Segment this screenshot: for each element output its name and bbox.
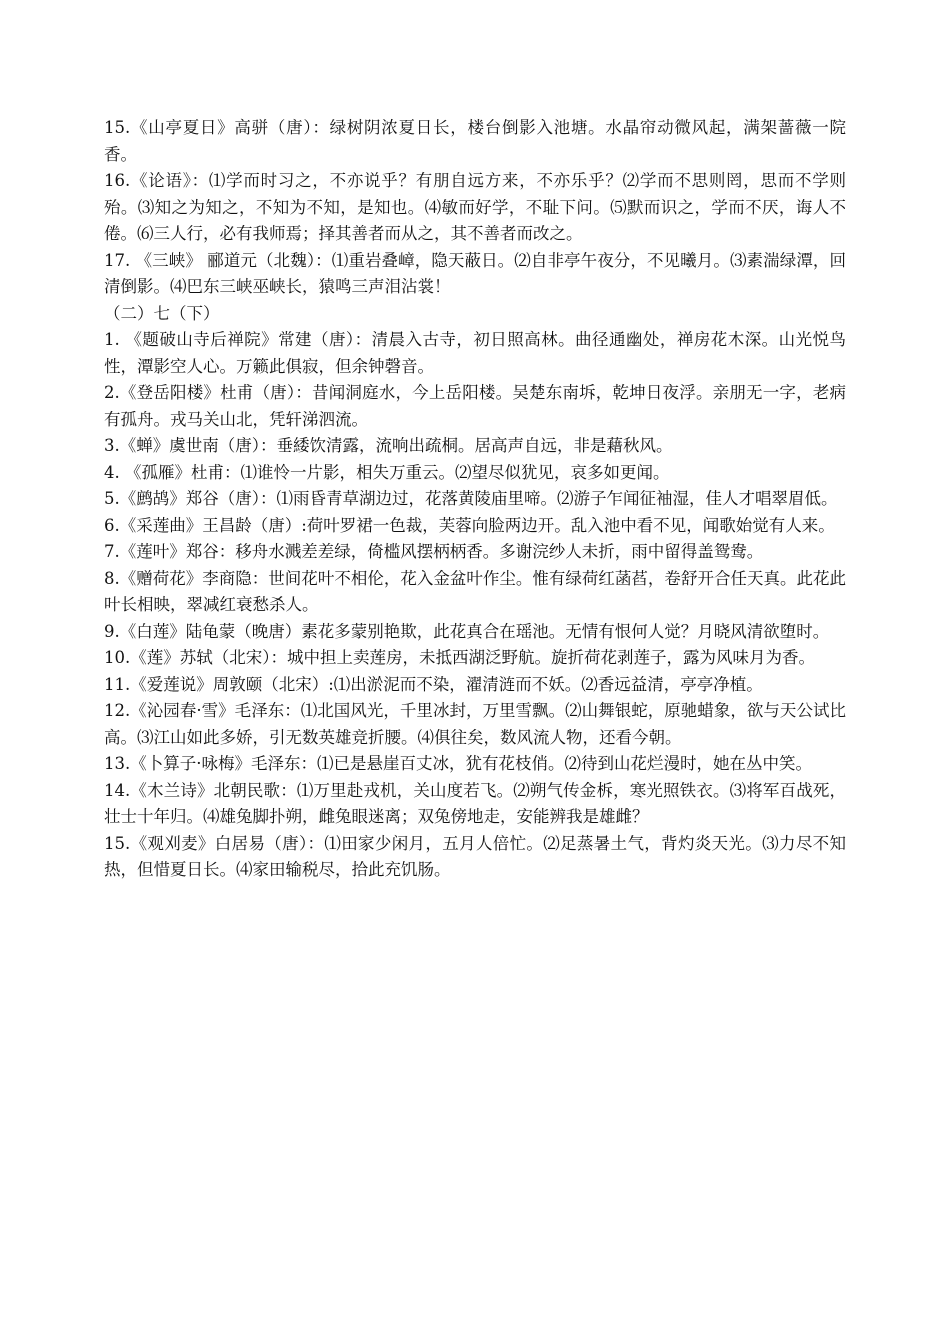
- poem-entry: 2.《登岳阳楼》杜甫（唐）：昔闻洞庭水，今上岳阳楼。吴楚东南坼，乾坤日夜浮。亲朋无一字，老病有孤舟。戎马关山北，凭轩涕泗流。: [104, 383, 846, 429]
- poem-entry: 9.《白莲》陆龟蒙（晚唐）素花多蒙别艳欺，此花真合在瑶池。无情有恨何人觉？月晓风清欲堕时。: [104, 621, 830, 641]
- poem-entry: 6.《采莲曲》王昌龄（唐）:荷叶罗裙一色裁，芙蓉向脸两边开。乱入池中看不见，闻歌始觉有人来。: [104, 515, 835, 535]
- poem-entry: 11.《爱莲说》周敦颐（北宋）:⑴出淤泥而不染，濯清涟而不妖。⑵香远益清，亭亭净植。: [104, 674, 763, 694]
- poem-entry: 13.《卜算子·咏梅》毛泽东：⑴已是悬崖百丈冰，犹有花枝俏。⑵待到山花烂漫时，她在丛中笑。: [104, 754, 812, 773]
- poem-entry: 3.《蝉》虞世南（唐）：垂緌饮清露，流响出疏桐。居高声自远，非是藉秋风。: [104, 436, 673, 455]
- poem-entry: 15.《观刈麦》白居易（唐）：⑴田家少闲月，五月人倍忙。⑵足蒸暑土气，背灼炎天光。⑶力尽不知热，但惜夏日长。⑷家田输税尽，拾此充饥肠。: [104, 833, 846, 879]
- poem-entry: 12.《沁园春·雪》毛泽东：⑴北国风光，千里冰封，万里雪飘。⑵山舞银蛇，原驰蜡象，欲与天公试比高。⑶江山如此多娇，引无数英雄竞折腰。⑷俱往矣，数风流人物，还看今朝。: [104, 701, 846, 747]
- poem-entry: 1. 《题破山寺后禅院》常建（唐）：清晨入古寺，初日照高林。曲径通幽处，禅房花木深。山光悦鸟性，潭影空人心。万籁此俱寂，但余钟磬音。: [104, 330, 846, 376]
- poem-entry: 17. 《三峡》 郦道元（北魏）：⑴重岩叠嶂，隐天蔽日。⑵自非亭午夜分，不见曦月。⑶素湍绿潭，回清倒影。⑷巴东三峡巫峡长，猿鸣三声泪沾裳！: [104, 250, 846, 296]
- document-page: [104, 115, 846, 884]
- poem-entry: 14.《木兰诗》北朝民歌：⑴万里赴戎机，关山度若飞。⑵朔气传金柝，寒光照铁衣。⑶将军百战死，壮士十年归。⑷雄兔脚扑朔，雌兔眼迷离；双兔傍地走，安能辨我是雄雌？: [104, 780, 846, 826]
- poem-entry: 16.《论语》：⑴学而时习之，不亦说乎？有朋自远方来，不亦乐乎？⑵学而不思则罔，思而不学则殆。⑶知之为知之，不知为不知，是知也。⑷敏而好学，不耻下问。⑸默而识之，学而不厌，诲人不倦。⑹三人行，必有我师焉；择其善者而从之，其不善者而改之。: [104, 171, 846, 243]
- poem-entry: 10.《莲》苏轼（北宋）：城中担上卖莲房，未抵西湖泛野航。旋折荷花剥莲子，露为风味月为香。: [104, 648, 815, 667]
- poem-entry: 4. 《孤雁》杜甫：⑴谁怜一片影，相失万重云。⑵望尽似犹见，哀多如更闻。: [104, 462, 670, 482]
- poem-entry: 5.《鹧鸪》郑谷（唐）：⑴雨昏青草湖边过，花落黄陵庙里啼。⑵游子乍闻征袖湿，佳人才唱翠眉低。: [104, 489, 838, 508]
- poem-entry: 8.《赠荷花》李商隐：世间花叶不相伦，花入金盆叶作尘。惟有绿荷红菡萏，卷舒开合任天真。此花此叶长相映，翠减红衰愁杀人。: [104, 568, 846, 614]
- poem-entry: 15.《山亭夏日》高骈（唐）：绿树阴浓夏日长，楼台倒影入池塘。水晶帘动微风起，满架蔷薇一院香。: [104, 118, 846, 164]
- poem-entry: 7.《莲叶》郑谷：移舟水溅差差绿，倚槛风摆柄柄香。多谢浣纱人未折，雨中留得盖鸳鸯。: [104, 542, 764, 561]
- section-heading: （二）七（下）: [104, 303, 220, 323]
